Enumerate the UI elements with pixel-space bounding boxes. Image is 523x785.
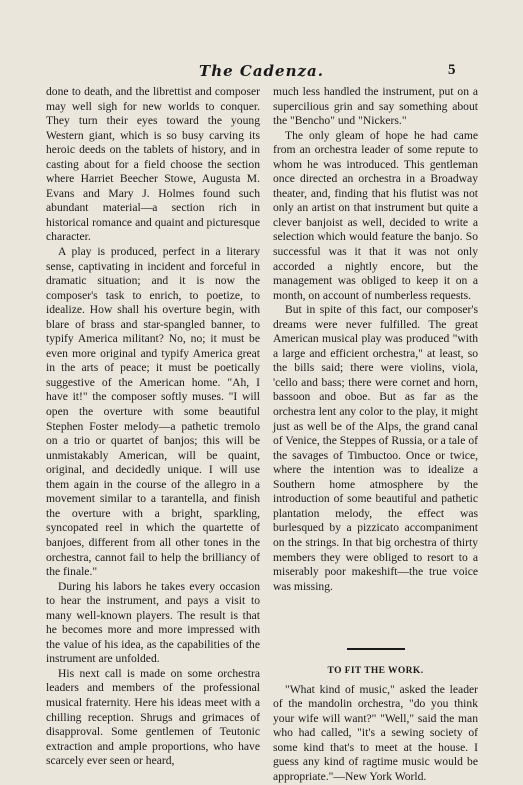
paragraph: During his labors he takes every occasion to hear the instrument, and pays a visit to many well-known players. The result is that he becomes more and more impressed with the value of his idea, as the capabilities of the instrument are unfolded. [46,579,260,666]
paragraph: done to death, and the librettist and composer may well sigh for new worlds to conquer. They turn their eyes toward the young Western giant, which is so busy carving its heroic deeds on the tablets of history, and in casting about for a field choose the section where Harriet Beecher Stowe, Augusta M. Evans and Mary J. Holmes found such abundant material—a section rich in historical romance and quaint and picturesque character. [46,85,260,244]
page-number: 5 [448,62,456,78]
left-column [46,85,260,769]
section-divider [347,648,405,650]
section-heading: TO FIT THE WORK. [327,666,424,677]
paragraph: "What kind of music," asked the leader of the mandolin orchestra, "do you think your wife will want?" "Well," said the man who had called, "it's a sewing society of some kind that's to meet at the house. I guess any kind of ragtime music would be appropriate."—New York World. [273,682,478,783]
paragraph: much less handled the instrument, put on a supercilious grin and say something about the "Bencho" und "Nickers." [273,85,478,128]
running-header-title: The Cadenza. [199,62,324,80]
paragraph: But in spite of this fact, our composer's dreams were never fulfilled. The great American musical play was produced "with a large and efficient orchestra," at least, so the bills said; there were violins, viola, 'cello and bass; there were cornet and horn, bassoon and oboe. But as far as the orchestra lent any color to the play, it might just as well be of the Alps, the grand canal of Venice, the Steppes of Russia, or a tale of the savages of Timbuctoo. Once or twice, where the intention was to idealize a Southern home atmosphere by the introduction of some beautiful and pathetic plantation melody, the effect was burlesqued by a pizzicato accompaniment on the strings. In that big orchestra of thirty members they were obliged to resort to a miserably poor makeshift—the true voice was missing. [273,303,478,593]
right-column [273,85,478,785]
paragraph: The only gleam of hope he had came from an orchestra leader of some repute to whom he was introduced. This gentleman once directed an orchestra in a Broadway theater, and, finding that his flutist was not only an artist on that instrument but quite a clever banjoist as well, decided to write a selection which would feature the banjo. So successful was it that it was not only accorded a nightly encore, but the management was obliged to keep it on a month, on account of numberless requests. [273,128,478,302]
paragraph: A play is produced, perfect in a literary sense, captivating in incident and forceful in dramatic situation; and it is now the composer's task to enrich, to poetize, to idealize. How shall his overture begin, with blare of brass and star-spangled banner, to typify America militant? No, no; it must be even more original and typify America great in the arts of peace; it must be poetically suggestive of the American home. "Ah, I have it!" the composer softly muses. "I will open the overture with some beautiful Stephen Foster melody—a pathetic tremolo on a trio or quartet of banjos; this will be unmistakably American, will be quaint, original, and decidedly unique. I will use them again in the course of the allegro in a movement similar to a tarantella, and finish the overture with a bright, sparkling, syncopated reel in which the quartette of banjoes, different from all other tones in the orchestra, cannot fail to help the brilliancy of the finale." [46,245,260,579]
paragraph: His next call is made on some orchestra leaders and members of the professional musical fraternity. Here his ideas meet with a chilling reception. Shrugs and grimaces of disapproval. Some gentlemen of Teutonic extraction and ample proportions, who have scarcely ever seen or heard, [46,666,260,768]
